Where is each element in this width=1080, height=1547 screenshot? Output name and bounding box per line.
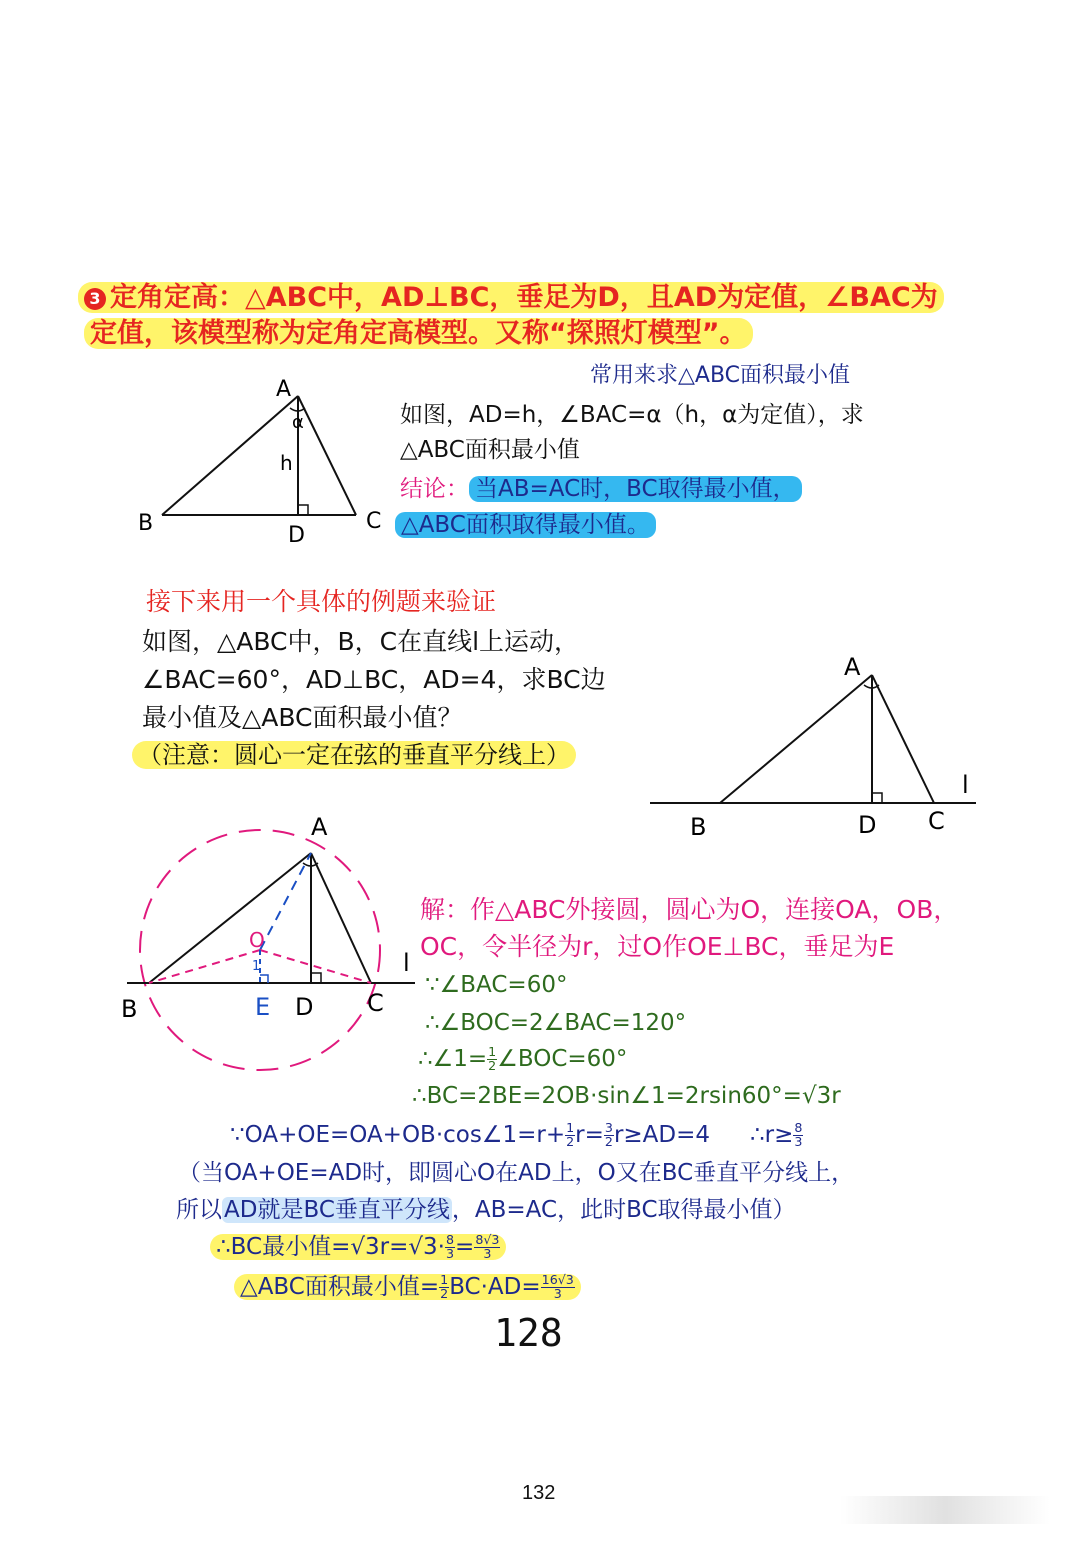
- fraction-three-halves: $\frac{3}{2}$: [604, 1120, 613, 1149]
- bound-line1-b: r=: [575, 1122, 604, 1148]
- fig3-label-a: A: [311, 813, 328, 841]
- fraction-sixteen-root3-thirds: $\frac{16√3}{3}$: [541, 1272, 574, 1301]
- bound-line3-c: ，AB=AC，此时BC取得最小值）: [451, 1197, 796, 1223]
- bound-line1: [230, 1122, 803, 1149]
- proof-line1: ∵∠BAC=60°: [425, 972, 568, 998]
- example-line3: 最小值及△ABC面积最小值？: [142, 703, 463, 732]
- bound-line1-d: ∴r≥: [750, 1122, 794, 1148]
- proof-line4: [412, 1083, 841, 1109]
- fraction-one-half: $\frac{1}{2}$: [488, 1044, 497, 1073]
- conclusion-label: 结论：: [400, 476, 469, 502]
- proof-line4-a: ∴BC=2BE=2OB·sin∠1=2rsin60°=: [412, 1083, 802, 1109]
- result-line1-b: r=: [379, 1234, 409, 1260]
- bound-line3: [176, 1197, 796, 1223]
- fig2-label-b: B: [690, 813, 707, 841]
- bound-line1-c: r≥AD=4: [613, 1122, 711, 1148]
- proof-line4-sqrt3: √3: [801, 1083, 832, 1109]
- example-title: 接下来用一个具体的例题来验证: [146, 587, 497, 616]
- result-line1-d: =: [455, 1234, 475, 1260]
- section-header-line1: [78, 282, 944, 313]
- handwritten-page-number: 128: [494, 1311, 563, 1355]
- fraction-one-half-2: $\frac{1}{2}$: [566, 1120, 575, 1149]
- fig2-label-a: A: [844, 653, 861, 681]
- fig2-label-c: C: [928, 807, 945, 835]
- section-header-text2: 定值，该模型称为定角定高模型。又称“探照灯模型”。: [84, 318, 753, 349]
- bound-line1-a: ∵OA+OE=OA+OB·cos∠1=r+: [230, 1122, 566, 1148]
- proof-line4-b: r: [831, 1083, 841, 1109]
- fig3-label-angle1: 1: [252, 959, 261, 974]
- fig2-side-ab: [720, 675, 872, 803]
- solution-line2: OC，令半径为r，过O作OE⊥BC，垂足为E: [420, 932, 895, 961]
- bound-line3-a: 所以: [176, 1197, 222, 1223]
- bound-line2: （当OA+OE=AD时，即圆心O在AD上，O又在BC垂直平分线上，: [178, 1160, 855, 1186]
- proof-line3-b: ∠BOC=60°: [497, 1046, 628, 1072]
- proof-line3-a: ∴∠1=: [418, 1046, 488, 1072]
- fig2-side-ac: [872, 675, 934, 803]
- result-line1-c: ·: [437, 1234, 445, 1260]
- fig1-label-b: B: [138, 511, 154, 536]
- example-note: （注意：圆心一定在弦的垂直平分线上）: [132, 741, 576, 769]
- fig3-side-ac: [311, 853, 371, 983]
- solution-line1: 解：作△ABC外接圆，圆心为O，连接OA，OB，: [420, 895, 959, 924]
- fig3-label-d: D: [295, 993, 314, 1021]
- fig1-label-c: C: [366, 509, 382, 534]
- fig1-side-ab: [162, 396, 298, 515]
- result-line2-b: BC·AD=: [449, 1274, 541, 1300]
- fig3-side-ab: [149, 853, 311, 983]
- fraction-eight-thirds: $\frac{8}{3}$: [794, 1120, 803, 1149]
- conclusion-line1: [400, 476, 802, 502]
- conclusion-text1: 当AB=AC时，BC取得最小值，: [469, 476, 802, 502]
- fig1-side-ac: [298, 396, 356, 515]
- proof-line3: [418, 1046, 627, 1073]
- fig3-label-o: O: [249, 928, 265, 952]
- fig1-label-d: D: [288, 523, 305, 548]
- conclusion-text2: △ABC面积取得最小值。: [395, 512, 656, 538]
- fraction-eight-thirds-2: $\frac{8}{3}$: [445, 1232, 455, 1261]
- example-line2: ∠BAC=60°，AD⊥BC，AD=4，求BC边: [142, 665, 606, 694]
- question-line2: △ABC面积最小值: [400, 437, 580, 463]
- fraction-eight-root3-thirds: $\frac{8√3}{3}$: [475, 1232, 500, 1261]
- page-number: 132: [522, 1482, 556, 1504]
- fig2-label-d: D: [858, 811, 877, 839]
- fig3-label-b: B: [121, 995, 138, 1023]
- fig3-right-angle-mark-e: [260, 975, 268, 983]
- result-line2: [234, 1274, 581, 1301]
- fig3-segment-oa: [260, 853, 311, 950]
- fig1-label-h: h: [280, 451, 293, 475]
- example-line1: 如图，△ABC中，B，C在直线l上运动，: [142, 627, 580, 656]
- bound-line3-highlight: AD就是BC垂直平分线: [224, 1197, 450, 1223]
- fig1-right-angle-mark: [298, 505, 308, 515]
- fig1-label-a: A: [276, 377, 292, 402]
- fig3-segment-oc: [260, 950, 371, 983]
- fig2-label-l: l: [962, 771, 969, 799]
- fraction-one-half-3: $\frac{1}{2}$: [440, 1272, 449, 1301]
- section-header-text1: 定角定高：△ABC中，AD⊥BC，垂足为D，且AD为定值，∠BAC为: [110, 282, 938, 313]
- result-line1: ∴BC最小值=√3r=√3· $\frac{8}{3}$ = $\frac{8√3}{3}$: [210, 1234, 506, 1261]
- result-line1-a: ∴BC最小值=: [216, 1234, 351, 1260]
- fig3-segment-ob: [149, 950, 260, 983]
- fig3-label-c: C: [367, 989, 384, 1017]
- result-line2-a: △ABC面积最小值=: [240, 1274, 440, 1300]
- proof-line2: ∴∠BOC=2∠BAC=120°: [425, 1010, 687, 1036]
- question-line1: 如图，AD=h，∠BAC=α（h，α为定值），求: [400, 402, 864, 428]
- fig3-label-e: E: [255, 993, 271, 1021]
- conclusion-line2: [395, 512, 656, 538]
- figure-example-triangle: [640, 645, 1000, 845]
- fig3-label-l: l: [403, 949, 410, 977]
- section-header-line2: [84, 318, 753, 349]
- section-number-badge: 3: [84, 288, 106, 310]
- figure-circumcircle: [115, 805, 445, 1075]
- figure-basic-triangle: [130, 370, 390, 550]
- example-note-line: [132, 742, 576, 770]
- usage-text: 常用来求△ABC面积最小值: [590, 363, 851, 388]
- fig1-label-alpha: α: [292, 412, 304, 433]
- fig2-right-angle-mark: [872, 793, 882, 803]
- fig3-right-angle-mark-d: [311, 973, 321, 983]
- watermark-bar: [840, 1496, 1050, 1524]
